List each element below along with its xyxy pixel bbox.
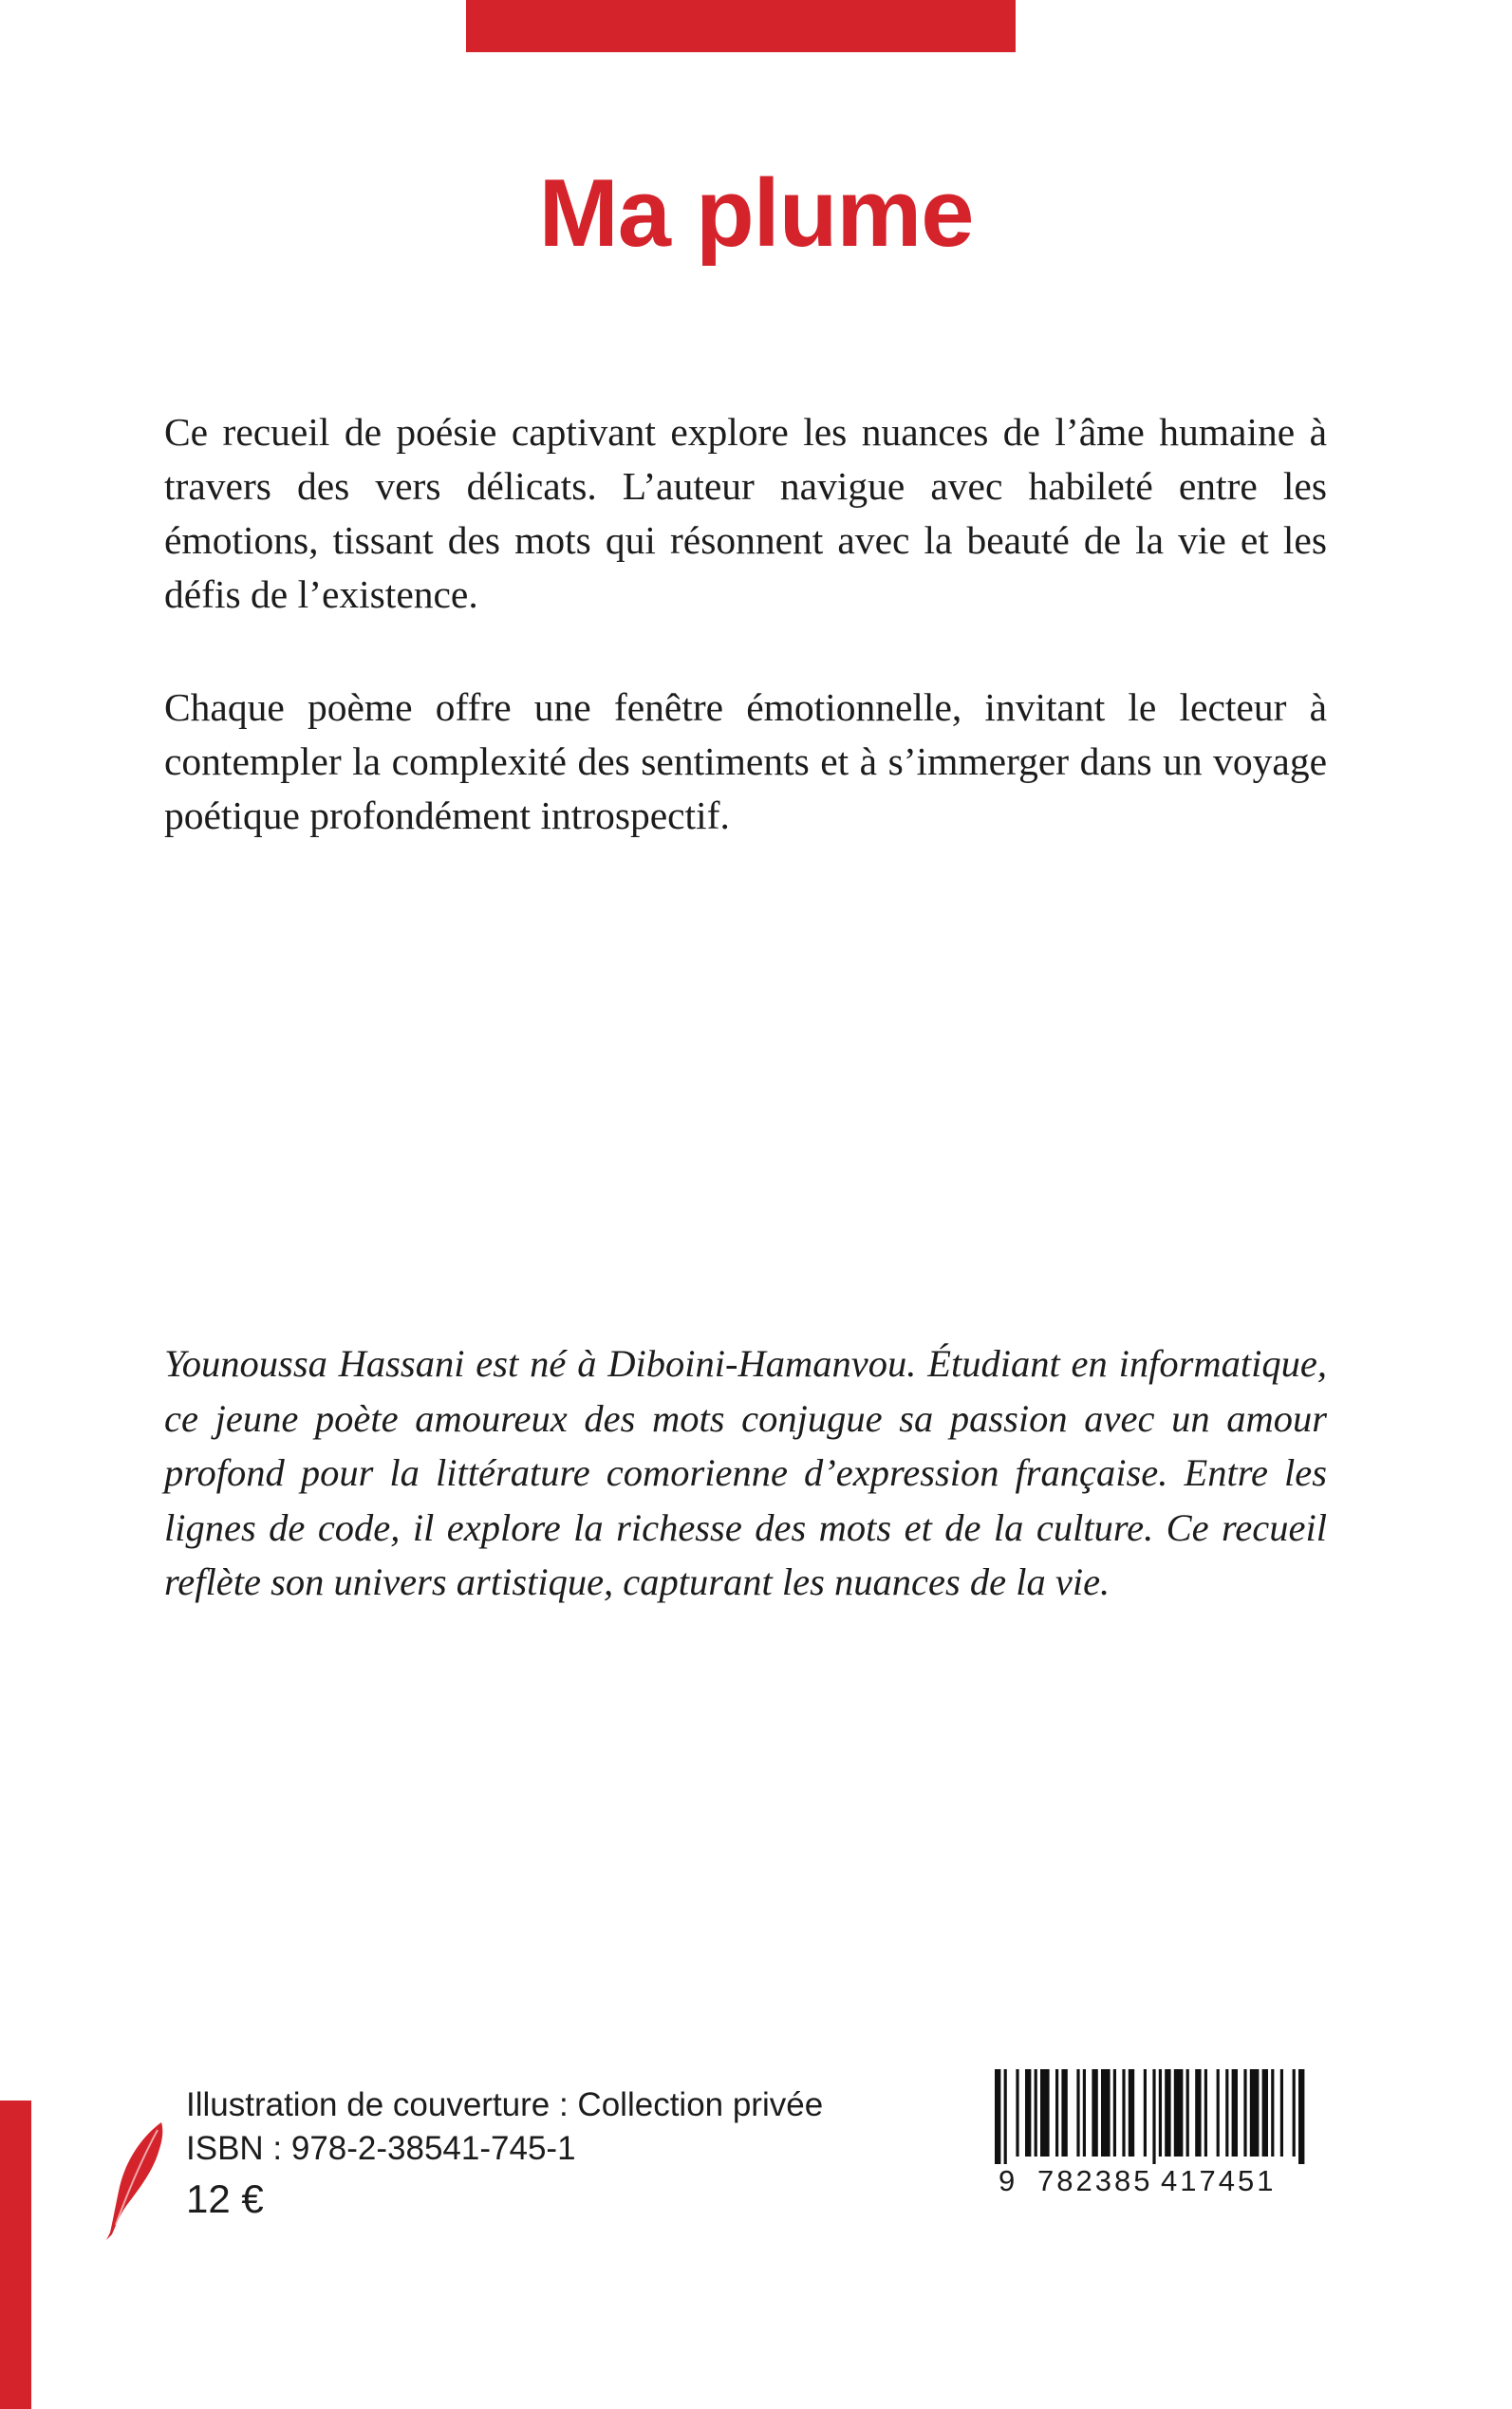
isbn-number: ISBN : 978-2-38541-745-1 <box>186 2130 576 2167</box>
barcode-bar <box>1250 2069 1260 2157</box>
top-accent-bar <box>466 0 1016 52</box>
barcode-bar <box>1293 2069 1296 2157</box>
barcode-bar <box>1076 2069 1079 2157</box>
feather-quill-icon <box>103 2120 171 2242</box>
price: 12 € <box>186 2176 264 2221</box>
barcode-bar <box>1122 2069 1125 2157</box>
barcode-bar <box>1101 2069 1111 2157</box>
barcode-bar <box>1035 2069 1037 2157</box>
barcode-bar <box>1004 2069 1007 2164</box>
barcode-bar <box>1232 2069 1238 2157</box>
barcode-bar <box>1040 2069 1050 2157</box>
barcode-bar <box>1152 2069 1155 2164</box>
barcode-right-group: 417451 <box>1161 2164 1277 2197</box>
barcode-bar <box>1298 2069 1304 2164</box>
barcode-bar <box>1113 2069 1116 2157</box>
barcode-bar <box>1159 2069 1162 2157</box>
barcode-bar <box>1016 2069 1018 2157</box>
barcode-bar <box>1280 2069 1283 2157</box>
barcode-bar <box>1144 2069 1147 2157</box>
blurb-paragraph-1: Ce recueil de poésie captivant explore les nuances de l’âme humaine à travers des vers délicats. L’auteur navigue avec habileté entre les émotions, tissant des mots qui résonnent avec la beauté de la vie et les défis de l’existence. <box>164 410 1327 616</box>
barcode-bar <box>1061 2069 1067 2157</box>
publisher-info <box>186 2083 823 2226</box>
author-bio: Younoussa Hassani est né à Diboini-Hamanvou. Étudiant en informatique, ce jeune poète amoureux des mots conjugue sa passion avec un amour profond pour la littérature comorienne d’expression française. Entre les lignes de code, il explore la richesse des mots et de la culture. Ce recueil reflète son univers artistique, capturant les nuances de la vie. <box>164 1342 1327 1603</box>
barcode-bar <box>1271 2069 1274 2157</box>
book-title: Ma plume <box>538 160 974 267</box>
barcode-bar <box>1083 2069 1086 2157</box>
barcode-bar <box>1165 2069 1170 2157</box>
barcode <box>987 2069 1310 2240</box>
barcode-bar <box>1174 2069 1184 2157</box>
barcode-first-digit: 9 <box>999 2164 1018 2197</box>
illustration-credit: Illustration de couverture : Collection privée <box>186 2086 824 2123</box>
barcode-bar <box>1092 2069 1097 2157</box>
barcode-bars <box>987 2069 1310 2164</box>
barcode-left-group: 782385 <box>1037 2164 1153 2197</box>
barcode-bar <box>1225 2069 1228 2157</box>
barcode-bar <box>1186 2069 1189 2157</box>
barcode-bar <box>995 2069 1000 2164</box>
barcode-bar <box>1025 2069 1031 2157</box>
barcode-bar <box>1055 2069 1058 2157</box>
barcode-bar <box>1217 2069 1220 2157</box>
barcode-bar <box>1195 2069 1201 2157</box>
barcode-bar <box>1204 2069 1207 2157</box>
barcode-bar <box>1262 2069 1268 2157</box>
blurb-paragraph-2: Chaque poème offre une fenêtre émotionnelle, invitant le lecteur à contempler la complexité des sentiments et à s’immerger dans un voyage poétique profondément introspectif. <box>164 685 1327 837</box>
barcode-bar <box>1243 2069 1246 2157</box>
bottom-left-accent-bar <box>0 2101 31 2409</box>
barcode-bar <box>1129 2069 1134 2157</box>
